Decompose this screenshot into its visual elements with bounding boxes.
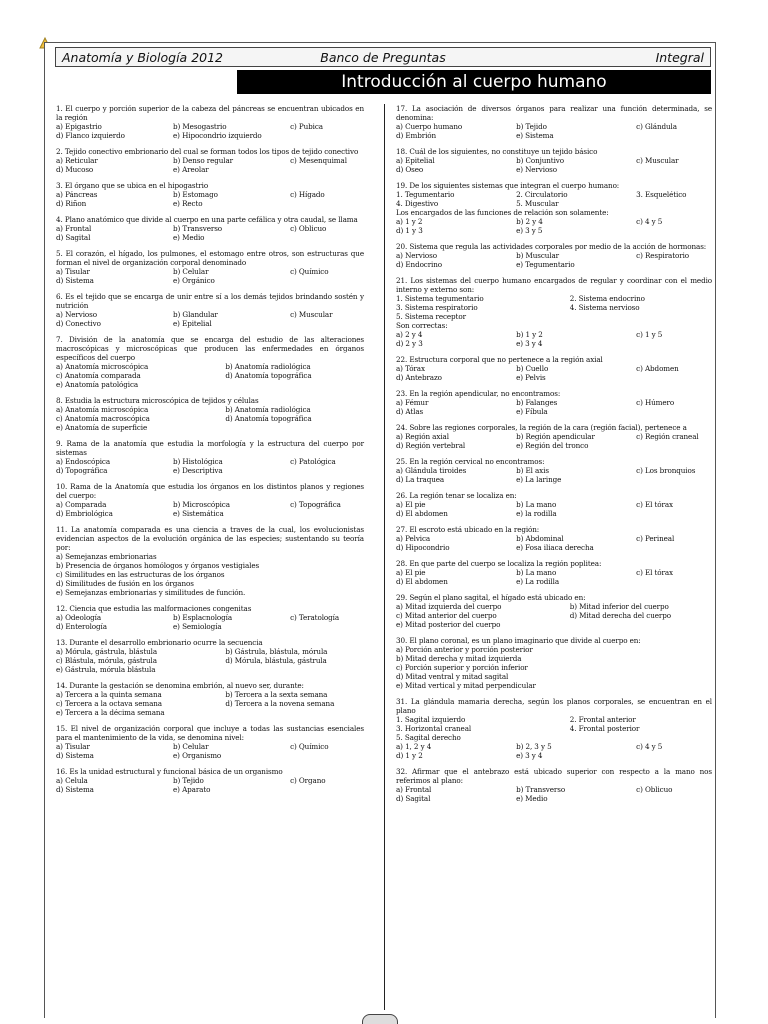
answer-option[interactable]: a) Nervioso bbox=[396, 251, 437, 260]
answer-option[interactable]: b) El axis bbox=[516, 466, 549, 475]
question-item bbox=[396, 767, 712, 803]
answer-option[interactable]: b) Muscular bbox=[516, 251, 560, 260]
question-item bbox=[56, 525, 364, 597]
answer-option[interactable]: e) La rodilla bbox=[516, 577, 560, 586]
answer-option[interactable]: a) Odeología bbox=[56, 613, 102, 622]
answer-option[interactable]: a) Epitelial bbox=[396, 156, 435, 165]
question-stem: 26. La región tenar se localiza en: bbox=[396, 491, 517, 500]
answer-options bbox=[56, 362, 364, 389]
answer-option[interactable]: d) Sagital bbox=[396, 794, 431, 803]
answer-option[interactable]: d) Anatomía topográfica bbox=[225, 371, 312, 380]
answer-option[interactable]: a) Pelvica bbox=[396, 534, 431, 543]
answer-option[interactable]: e) Sistema bbox=[516, 131, 554, 140]
answer-option[interactable]: b) Glandular bbox=[173, 310, 218, 319]
answer-option[interactable]: c) Teratología bbox=[290, 613, 340, 622]
answer-option[interactable]: a) Mórula, gástrula, blástula bbox=[56, 647, 158, 656]
question-item bbox=[56, 292, 364, 328]
question-item bbox=[56, 767, 364, 794]
answer-options bbox=[396, 122, 712, 140]
answer-options bbox=[56, 156, 364, 174]
answer-option[interactable]: d) Mitad ventral y mitad sagital bbox=[396, 672, 509, 681]
question-item bbox=[56, 104, 364, 140]
answer-option[interactable]: b) Anatomía radiológica bbox=[225, 362, 311, 371]
answer-option[interactable]: c) Pubica bbox=[290, 122, 323, 131]
question-item bbox=[396, 697, 712, 760]
answer-option[interactable]: e) Anatomía de superficie bbox=[56, 423, 148, 432]
question-item bbox=[396, 593, 712, 629]
header-section: Banco de Preguntas bbox=[320, 49, 446, 65]
answer-option[interactable]: c) Químico bbox=[290, 742, 329, 751]
answer-option[interactable]: d) Endocrino bbox=[396, 260, 443, 269]
question-stem: 6. Es el tejido que se encarga de unir entre sí a los demás tejidos brindando sostén y nutrición bbox=[56, 292, 364, 310]
answer-option[interactable]: d) Sistema bbox=[56, 751, 94, 760]
answer-option[interactable]: b) Transverso bbox=[173, 224, 223, 233]
answer-option[interactable]: e) Pelvis bbox=[516, 373, 546, 382]
statement-item: 4. Digestivo bbox=[396, 199, 439, 208]
answer-option[interactable]: b) 2, 3 y 5 bbox=[516, 742, 552, 751]
answer-option[interactable]: c) Región craneal bbox=[636, 432, 699, 441]
question-item bbox=[56, 215, 364, 242]
question-stem: 28. En que parte del cuerpo se localiza la región poplitea: bbox=[396, 559, 602, 568]
answer-option[interactable]: c) Glándula bbox=[636, 122, 677, 131]
answer-option[interactable]: b) Mesogastrio bbox=[173, 122, 227, 131]
answer-option[interactable]: e) Organismo bbox=[173, 751, 222, 760]
answer-option[interactable]: b) Región apendicular bbox=[516, 432, 595, 441]
question-stem: 9. Rama de la anatomía que estudia la morfología y la estructura del cuerpo por sistemas bbox=[56, 439, 364, 457]
answer-option[interactable]: a) Glándula tiroides bbox=[396, 466, 467, 475]
answer-option[interactable]: e) Medio bbox=[173, 233, 205, 242]
answer-option[interactable]: a) Semejanzas embrionarias bbox=[56, 552, 157, 561]
answer-option[interactable]: b) 2 y 4 bbox=[516, 217, 543, 226]
answer-option[interactable]: c) Patológica bbox=[290, 457, 336, 466]
question-statement-list bbox=[396, 715, 712, 742]
answer-option[interactable]: a) 2 y 4 bbox=[396, 330, 423, 339]
answer-option[interactable]: b) Presencia de órganos homólogos y órganos vestigiales bbox=[56, 561, 260, 570]
answer-option[interactable]: d) Topográfica bbox=[56, 466, 108, 475]
question-stem: 22. Estructura corporal que no pertenece a la región axial bbox=[396, 355, 603, 364]
answer-option[interactable]: a) Reticular bbox=[56, 156, 98, 165]
answer-option[interactable]: d) Antebrazo bbox=[396, 373, 442, 382]
answer-option[interactable]: d) 2 y 3 bbox=[396, 339, 423, 348]
answer-options bbox=[396, 785, 712, 803]
answer-option[interactable]: c) Hígado bbox=[290, 190, 325, 199]
question-stem: 2. Tejido conectivo embrionario del cual se forman todos los tipos de tejido conectivo bbox=[56, 147, 359, 156]
answer-option[interactable]: e) Semejanzas embrionarias y similitudes de función. bbox=[56, 588, 246, 597]
answer-option[interactable]: b) Tercera a la sexta semana bbox=[225, 690, 328, 699]
answer-options bbox=[56, 742, 364, 760]
question-stem: 1. El cuerpo y porción superior de la cabeza del páncreas se encuentran ubicados en la región bbox=[56, 104, 364, 122]
answer-option[interactable]: e) Tercera a la décima semana bbox=[56, 708, 165, 717]
answer-options bbox=[56, 613, 364, 631]
answer-option[interactable]: d) Sistema bbox=[56, 785, 94, 794]
answer-option[interactable]: e) La laringe bbox=[516, 475, 562, 484]
answer-option[interactable]: a) Porción anterior y porción posterior bbox=[396, 645, 533, 654]
answer-options bbox=[56, 190, 364, 208]
question-stem: 4. Plano anatómico que divide al cuerpo en una parte cefálica y otra caudal, se llama bbox=[56, 215, 358, 224]
answer-option[interactable]: e) Hipocondrio izquierdo bbox=[173, 131, 262, 140]
answer-option[interactable]: c) 1 y 5 bbox=[636, 330, 663, 339]
answer-option[interactable]: e) Orgánico bbox=[173, 276, 215, 285]
question-stem: 31. La glándula mamaria derecha, según los planos corporales, se encuentran en el plano bbox=[396, 697, 712, 715]
question-item bbox=[396, 457, 712, 484]
question-item bbox=[56, 335, 364, 389]
answer-option[interactable]: d) Atlas bbox=[396, 407, 424, 416]
question-item bbox=[56, 249, 364, 285]
statement-item: 2. Frontal anterior bbox=[569, 715, 636, 724]
answer-option[interactable]: d) Embrión bbox=[396, 131, 437, 140]
answer-option[interactable]: c) El tórax bbox=[636, 568, 673, 577]
question-stem: 20. Sistema que regula las actividades corporales por medio de la acción de hormonas: bbox=[396, 242, 707, 251]
answer-option[interactable]: d) Riñon bbox=[56, 199, 87, 208]
answer-options bbox=[396, 742, 712, 760]
statement-item: 3. Sistema respiratorio bbox=[396, 303, 478, 312]
answer-option[interactable]: a) Frontal bbox=[396, 785, 432, 794]
question-item bbox=[396, 104, 712, 140]
answer-option[interactable]: d) El abdomen bbox=[396, 509, 448, 518]
statement-item: 1. Sistema tegumentario bbox=[396, 294, 484, 303]
question-item bbox=[396, 491, 712, 518]
question-stem: 3. El órgano que se ubica en el hipogastrio bbox=[56, 181, 209, 190]
answer-options bbox=[56, 457, 364, 475]
statement-item: 2. Sistema endocrino bbox=[569, 294, 645, 303]
answer-option[interactable]: e) Mitad vertical y mitad perpendicular bbox=[396, 681, 536, 690]
answer-option[interactable]: e) la rodilla bbox=[516, 509, 557, 518]
question-item bbox=[56, 724, 364, 760]
answer-option[interactable]: d) Sistema bbox=[56, 276, 94, 285]
answer-option[interactable]: c) Mitad anterior del cuerpo bbox=[396, 611, 497, 620]
answer-options bbox=[396, 364, 712, 382]
answer-option[interactable]: a) Comparada bbox=[56, 500, 107, 509]
answer-option[interactable]: e) Areolar bbox=[173, 165, 209, 174]
answer-options bbox=[396, 217, 712, 235]
answer-option[interactable]: d) Enterología bbox=[56, 622, 107, 631]
answer-option[interactable]: b) La mano bbox=[516, 500, 557, 509]
question-stem: 19. De los siguientes sistemas que integran el cuerpo humano: bbox=[396, 181, 620, 190]
answer-options bbox=[396, 398, 712, 416]
answer-option[interactable]: a) 1 y 2 bbox=[396, 217, 423, 226]
answer-option[interactable]: a) Anatomía microscópica bbox=[56, 362, 149, 371]
answer-option[interactable]: b) Mitad inferior del cuerpo bbox=[569, 602, 669, 611]
answer-option[interactable]: c) Muscular bbox=[636, 156, 679, 165]
answer-option[interactable]: a) El pie bbox=[396, 500, 426, 509]
answer-option[interactable]: d) Embriológica bbox=[56, 509, 113, 518]
answer-option[interactable]: e) Región del tronco bbox=[516, 441, 589, 450]
question-item bbox=[56, 439, 364, 475]
statement-item: 4. Frontal posterior bbox=[569, 724, 640, 733]
question-item bbox=[396, 423, 712, 450]
answer-option[interactable]: c) Anatomía macroscópica bbox=[56, 414, 150, 423]
answer-option[interactable]: b) Tejido bbox=[173, 776, 204, 785]
question-item bbox=[396, 181, 712, 235]
answer-option[interactable]: c) Topográfica bbox=[290, 500, 341, 509]
statement-item: 5. Muscular bbox=[516, 199, 559, 208]
answer-option[interactable]: e) 3 y 4 bbox=[516, 751, 543, 760]
question-item bbox=[56, 482, 364, 518]
answer-option[interactable]: b) Anatomía radiológica bbox=[225, 405, 311, 414]
answer-options bbox=[56, 267, 364, 285]
answer-option[interactable]: b) Falanges bbox=[516, 398, 558, 407]
answer-option[interactable]: d) Similitudes de fusión en los órganos bbox=[56, 579, 194, 588]
answer-option[interactable]: c) Mesenquimal bbox=[290, 156, 347, 165]
answer-options bbox=[396, 500, 712, 518]
column-divider bbox=[384, 104, 385, 1010]
answer-option[interactable]: e) Epitelial bbox=[173, 319, 212, 328]
answer-option[interactable]: e) Mitad posterior del cuerpo bbox=[396, 620, 501, 629]
answer-option[interactable]: b) Mitad derecha y mitad izquierda bbox=[396, 654, 522, 663]
answer-option[interactable]: b) Microscópica bbox=[173, 500, 230, 509]
answer-option[interactable]: c) Respiratorio bbox=[636, 251, 690, 260]
answer-option[interactable]: b) Celular bbox=[173, 742, 209, 751]
answer-options bbox=[396, 156, 712, 174]
answer-option[interactable]: c) Tercera a la octava semana bbox=[56, 699, 162, 708]
answer-option[interactable]: d) Mórula, blástula, gástrula bbox=[225, 656, 327, 665]
statement-item: 3. Esquelético bbox=[636, 190, 687, 199]
answer-option[interactable]: b) Cuello bbox=[516, 364, 549, 373]
answer-option[interactable]: b) Conjuntivo bbox=[516, 156, 564, 165]
questions-column-right bbox=[396, 104, 712, 810]
answer-option[interactable]: c) Organo bbox=[290, 776, 326, 785]
answer-option[interactable]: c) 4 y 5 bbox=[636, 742, 663, 751]
question-stem: 32. Afirmar que el antebrazo está ubicado superior con respecto a la mano nos referimos al plano: bbox=[396, 767, 712, 785]
answer-options bbox=[396, 534, 712, 552]
answer-options bbox=[56, 776, 364, 794]
answer-option[interactable]: b) Esplacnología bbox=[173, 613, 233, 622]
answer-option[interactable]: a) Tórax bbox=[396, 364, 425, 373]
statement-item: 5. Sagital derecho bbox=[396, 733, 461, 742]
answer-option[interactable]: b) Transverso bbox=[516, 785, 566, 794]
answer-option[interactable]: b) Estomago bbox=[173, 190, 218, 199]
question-stem: 17. La asociación de diversos órganos para realizar una función determinada, se denomina: bbox=[396, 104, 712, 122]
question-stem: 7. División de la anatomía que se encarga del estudio de las alteraciones macroscópicas y microscópicas que producen las enfermedades en órganos específicos del cuerpo bbox=[56, 335, 364, 362]
statement-item: 5. Sistema receptor bbox=[396, 312, 466, 321]
question-item bbox=[396, 242, 712, 269]
question-item bbox=[396, 389, 712, 416]
answer-option[interactable]: e) Sistemática bbox=[173, 509, 224, 518]
answer-option[interactable]: a) Páncreas bbox=[56, 190, 98, 199]
answer-options bbox=[396, 602, 712, 629]
answer-option[interactable]: a) Tisular bbox=[56, 742, 90, 751]
answer-option[interactable]: d) Tercera a la novena semana bbox=[225, 699, 335, 708]
question-stem: 12. Ciencia que estudia las malformaciones congenitas bbox=[56, 604, 252, 613]
question-statement-list bbox=[396, 294, 712, 321]
answer-option[interactable]: d) 1 y 2 bbox=[396, 751, 423, 760]
question-stem: 23. En la región apendicular, no encontramos: bbox=[396, 389, 561, 398]
statement-item: 1. Sagital izquierdo bbox=[396, 715, 466, 724]
statement-item: 3. Horizontal craneal bbox=[396, 724, 472, 733]
answer-option[interactable]: e) Tegumentario bbox=[516, 260, 575, 269]
answer-option[interactable]: a) Región axial bbox=[396, 432, 449, 441]
answer-option[interactable]: a) Epigastrio bbox=[56, 122, 102, 131]
question-item bbox=[396, 355, 712, 382]
answer-option[interactable]: c) Húmero bbox=[636, 398, 675, 407]
question-item bbox=[396, 636, 712, 690]
answer-option[interactable]: e) Gástrula, mórula blástula bbox=[56, 665, 156, 674]
answer-option[interactable]: b) Histológica bbox=[173, 457, 223, 466]
answer-option[interactable]: a) Frontal bbox=[56, 224, 92, 233]
answer-option[interactable]: b) Celular bbox=[173, 267, 209, 276]
answer-option[interactable]: c) Muscular bbox=[290, 310, 333, 319]
answer-option[interactable]: d) Conectivo bbox=[56, 319, 101, 328]
statement-item: 1. Tegumentario bbox=[396, 190, 455, 199]
question-stem: 14. Durante la gestación se denomina embrión, al nuevo ser, durante: bbox=[56, 681, 304, 690]
answer-option[interactable]: d) Región vertebral bbox=[396, 441, 466, 450]
answer-option[interactable]: b) Gástrula, blástula, mórula bbox=[225, 647, 328, 656]
question-item bbox=[56, 396, 364, 432]
answer-options bbox=[56, 122, 364, 140]
question-stem: 10. Rama de la Anatomía que estudia los órganos en los distintos planos y regiones del cuerpo: bbox=[56, 482, 364, 500]
answer-options bbox=[56, 647, 364, 674]
answer-options bbox=[396, 330, 712, 348]
answer-option[interactable]: c) Similitudes en las estructuras de los órganos bbox=[56, 570, 225, 579]
question-item bbox=[56, 604, 364, 631]
question-note: Los encargados de las funciones de relación son solamente: bbox=[396, 208, 609, 217]
answer-option[interactable]: a) Nervioso bbox=[56, 310, 97, 319]
answer-option[interactable]: e) Fíbula bbox=[516, 407, 548, 416]
answer-option[interactable]: a) Anatomía microscópica bbox=[56, 405, 149, 414]
answer-option[interactable]: d) Mucoso bbox=[56, 165, 94, 174]
answer-option[interactable]: e) 3 y 4 bbox=[516, 339, 543, 348]
answer-options bbox=[56, 224, 364, 242]
question-item bbox=[396, 276, 712, 348]
answer-option[interactable]: a) Cuerpo humano bbox=[396, 122, 463, 131]
statement-item: 2. Circulatorio bbox=[516, 190, 568, 199]
question-statement-list bbox=[396, 190, 712, 208]
answer-option[interactable]: d) Hipocondrio bbox=[396, 543, 450, 552]
answer-option[interactable]: b) Tejido bbox=[516, 122, 547, 131]
answer-options bbox=[396, 466, 712, 484]
answer-options bbox=[396, 645, 712, 690]
answer-option[interactable]: c) Blástula, mórula, gástrula bbox=[56, 656, 157, 665]
answer-option[interactable]: c) Perineal bbox=[636, 534, 675, 543]
answer-option[interactable]: b) Abdominal bbox=[516, 534, 564, 543]
questions-column-left bbox=[56, 104, 364, 801]
question-stem: 5. El corazón, el hígado, los pulmones, el estomago entre otros, son estructuras que forman el nivel de organización corporal denominado bbox=[56, 249, 364, 267]
question-stem: 8. Estudia la estructura microscópica de tejidos y células bbox=[56, 396, 259, 405]
question-stem: 11. La anatomía comparada es una ciencia a traves de la cual, los evolucionistas evidencian aspectos de la evolución orgánica de las especies; sustentando su teoría por: bbox=[56, 525, 364, 552]
question-stem: 21. Los sistemas del cuerpo humano encargados de regular y coordinar con el medio interno y externo son: bbox=[396, 276, 712, 294]
answer-option[interactable]: d) Oseo bbox=[396, 165, 424, 174]
answer-option[interactable]: c) 4 y 5 bbox=[636, 217, 663, 226]
answer-option[interactable]: a) Endoscópica bbox=[56, 457, 111, 466]
answer-option[interactable]: d) El abdomen bbox=[396, 577, 448, 586]
answer-option[interactable]: a) Celula bbox=[56, 776, 88, 785]
answer-option[interactable]: c) Anatomía comparada bbox=[56, 371, 141, 380]
question-stem: 16. Es la unidad estructural y funcional básica de un organismo bbox=[56, 767, 283, 776]
answer-option[interactable]: e) Medio bbox=[516, 794, 548, 803]
header-level: Integral bbox=[655, 49, 704, 65]
page-title: Introducción al cuerpo humano bbox=[237, 70, 711, 94]
answer-option[interactable]: c) Abdomen bbox=[636, 364, 679, 373]
header-course: Anatomía y Biología 2012 bbox=[62, 49, 224, 65]
answer-option[interactable]: c) El tórax bbox=[636, 500, 673, 509]
statement-item: 4. Sistema nervioso bbox=[569, 303, 640, 312]
question-stem: 18. Cuál de los siguientes, no constituye un tejido básico bbox=[396, 147, 598, 156]
answer-options bbox=[396, 251, 712, 269]
answer-options bbox=[56, 552, 364, 597]
answer-option[interactable]: e) Fosa iliaca derecha bbox=[516, 543, 594, 552]
question-note: Son correctas: bbox=[396, 321, 448, 330]
page-header bbox=[55, 47, 711, 67]
answer-option[interactable]: e) Semiología bbox=[173, 622, 222, 631]
answer-option[interactable]: c) Oblicuo bbox=[636, 785, 673, 794]
answer-option[interactable]: c) Los bronquios bbox=[636, 466, 696, 475]
question-stem: 27. El escroto está ubicado en la región: bbox=[396, 525, 540, 534]
answer-options bbox=[396, 432, 712, 450]
question-item bbox=[396, 559, 712, 586]
answer-option[interactable]: a) Fémur bbox=[396, 398, 429, 407]
answer-options bbox=[56, 405, 364, 432]
answer-option[interactable]: d) Flanco izquierdo bbox=[56, 131, 125, 140]
answer-option[interactable]: e) Anatomía patológica bbox=[56, 380, 139, 389]
answer-option[interactable]: a) El pie bbox=[396, 568, 426, 577]
answer-option[interactable]: b) 1 y 2 bbox=[516, 330, 543, 339]
answer-option[interactable]: a) Mitad izquierda del cuerpo bbox=[396, 602, 502, 611]
answer-option[interactable]: c) Químico bbox=[290, 267, 329, 276]
question-stem: 13. Durante el desarrollo embrionario ocurre la secuencia bbox=[56, 638, 263, 647]
question-item bbox=[56, 181, 364, 208]
answer-option[interactable]: b) Denso regular bbox=[173, 156, 234, 165]
question-stem: 24. Sobre las regiones corporales, la región de la cara (región facial), pertenece a bbox=[396, 423, 687, 432]
answer-option[interactable]: e) 3 y 5 bbox=[516, 226, 543, 235]
answer-option[interactable]: a) Tercera a la quinta semana bbox=[56, 690, 162, 699]
question-stem: 25. En la región cervical no encontramos: bbox=[396, 457, 545, 466]
answer-option[interactable]: e) Aparato bbox=[173, 785, 211, 794]
page-number-tab bbox=[362, 1014, 398, 1024]
question-item bbox=[56, 147, 364, 174]
answer-option[interactable]: c) Porción superior y porción inferior bbox=[396, 663, 528, 672]
answer-options bbox=[56, 690, 364, 717]
question-item bbox=[396, 525, 712, 552]
answer-option[interactable]: e) Descriptiva bbox=[173, 466, 223, 475]
question-item bbox=[396, 147, 712, 174]
question-stem: 29. Según el plano sagital, el hígado está ubicado en: bbox=[396, 593, 586, 602]
answer-option[interactable]: d) 1 y 3 bbox=[396, 226, 423, 235]
answer-option[interactable]: d) Anatomía topográfica bbox=[225, 414, 312, 423]
answer-option[interactable]: e) Nervioso bbox=[516, 165, 558, 174]
question-item bbox=[56, 638, 364, 674]
answer-option[interactable]: d) Mitad derecha del cuerpo bbox=[569, 611, 671, 620]
question-item bbox=[56, 681, 364, 717]
question-stem: 30. El plano coronal, es un plano imaginario que divide al cuerpo en: bbox=[396, 636, 641, 645]
answer-options bbox=[56, 310, 364, 328]
answer-option[interactable]: d) Sagital bbox=[56, 233, 91, 242]
question-stem: 15. El nivel de organización corporal que incluye a todas las sustancias esenciales para el mantenimiento de la vida, se denomina nivel: bbox=[56, 724, 364, 742]
answer-option[interactable]: a) Tisular bbox=[56, 267, 90, 276]
answer-option[interactable]: d) La traquea bbox=[396, 475, 445, 484]
answer-options bbox=[56, 500, 364, 518]
answer-option[interactable]: c) Oblicuo bbox=[290, 224, 327, 233]
answer-option[interactable]: b) La mano bbox=[516, 568, 557, 577]
answer-option[interactable]: a) 1, 2 y 4 bbox=[396, 742, 432, 751]
answer-option[interactable]: e) Recto bbox=[173, 199, 203, 208]
answer-options bbox=[396, 568, 712, 586]
